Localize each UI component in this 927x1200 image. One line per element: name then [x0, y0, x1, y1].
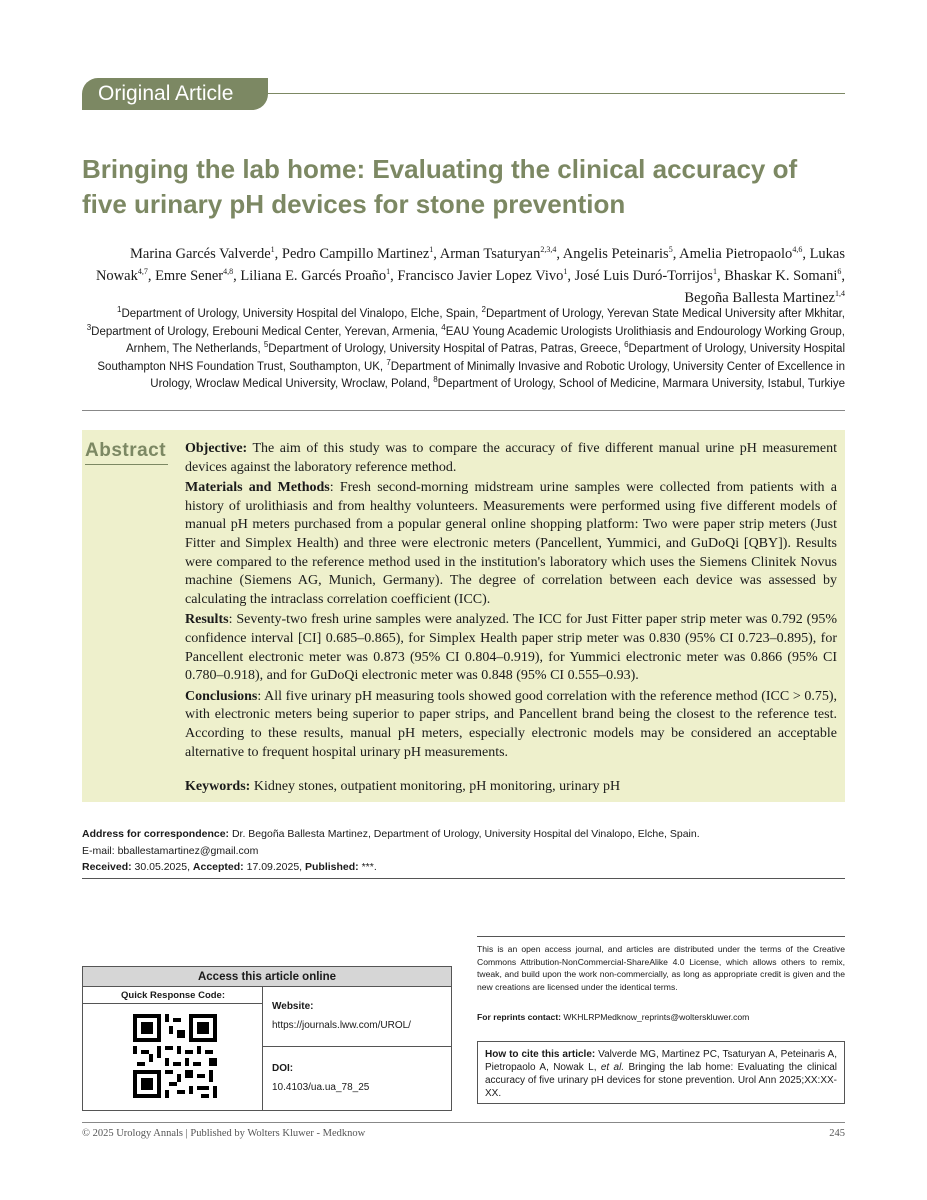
footer-rule	[82, 1122, 845, 1123]
author-affiliation-marker: 1	[270, 245, 275, 255]
author-name: Liliana E. Garcés Proaño	[240, 268, 387, 284]
author-affiliation-marker: 2,3,4	[540, 245, 557, 255]
affiliation-text: Department of Urology, University Hospital Southampton NHS Foundation Trust, Southampton, UK,	[97, 343, 845, 373]
website-label: Website:	[272, 1001, 314, 1012]
author-name: José Luis Duró-Torrijos	[574, 268, 713, 284]
abstract-objective: Objective: The aim of this study was to compare the accuracy of five different manual urine pH measurement devices against the laboratory reference method.	[185, 441, 837, 475]
divider	[82, 410, 845, 411]
header-rule	[268, 93, 845, 94]
author-affiliation-marker: 4,7	[137, 267, 148, 277]
affiliation-marker: 2	[481, 305, 486, 315]
correspondence-address: Address for correspondence: Dr. Begoña Ballesta Martinez, Department of Urology, University Hospital del Vinalopo, Elche, Spain.	[82, 828, 700, 840]
correspondence-block	[82, 826, 845, 876]
abstract-body	[185, 440, 837, 799]
doi-cell	[263, 1047, 451, 1110]
affiliation-marker: 8	[433, 375, 438, 385]
author-affiliation-marker: 6	[837, 267, 842, 277]
abstract-keywords: Keywords: Kidney stones, outpatient monitoring, pH monitoring, urinary pH	[185, 779, 621, 795]
affiliation-text: EAU Young Academic Urologists Urolithiasis and Endourology Working Group, Arnhem, The Netherlands,	[125, 325, 845, 355]
access-online-heading: Access this article online	[83, 967, 451, 987]
author-name: Bhaskar K. Somani	[724, 268, 838, 284]
article-type-badge: Original Article	[82, 78, 268, 110]
how-to-cite-box: How to cite this article: Valverde MG, Martinez PC, Tsaturyan A, Peteinaris A, Pietropaolo A, Nowak L, et al. Bringing the lab home: Evaluating the clinical accuracy of five urinary pH devices for stone prevention. Urol Ann 2025;XX:XX-XX.	[477, 1041, 845, 1104]
abstract-methods: Materials and Methods: Fresh second-morning midstream urine samples were collected from patients with a history of urolithiasis and from healthy volunteers. Measurements were performed using five different models of manual pH meters purchased from a popular general online shopping platform: Two were paper strip meters (Just Fitter and Simplex Health) and three were electronic meters (Pancellent, Yummici, and GuDoQi [QBY]). Results were compared to the reference method used in the institution's laboratory which uses the Siemens Clinitek Novus machine (Siemens AG, Munich, Germany). The degree of correlation between each device was assessed by calculating the intraclass correlation coefficient (ICC).	[185, 480, 837, 607]
footer-copyright: © 2025 Urology Annals | Published by Wolters Kluwer - Medknow	[82, 1128, 366, 1139]
qr-label: Quick Response Code:	[83, 987, 263, 1004]
abstract-label: Abstract	[85, 440, 167, 461]
author-name: Pedro Campillo Martinez	[281, 246, 430, 262]
author-affiliation-marker: 4,8	[223, 267, 234, 277]
affiliation-text: Department of Urology, School of Medicine, Marmara University, Istabul, Turkiye	[437, 378, 845, 390]
author-affiliation-marker: 1	[563, 267, 568, 277]
website-link[interactable]: https://journals.lww.com/UROL/	[272, 1020, 411, 1031]
affiliation-marker: 4	[441, 322, 446, 332]
author-name: Amelia Pietropaolo	[679, 246, 793, 262]
affiliation-text: Department of Minimally Invasive and Robotic Urology, University Center of Excellence in Urology, Wroclaw Medical University, Wroclaw, Poland,	[150, 360, 845, 390]
affiliations	[82, 306, 845, 394]
page-number: 245	[829, 1128, 845, 1139]
abstract-results: Results: Seventy-two fresh urine samples were analyzed. The ICC for Just Fitter paper strip meter was 0.792 (95% confidence interval [CI] 0.685–0.865), for Simplex Health paper strip meter was 0.830 (95% CI 0.723–0.895), for Pancellent electronic meter was 0.873 (95% CI 0.804–0.919), for Yummici electronic meter was 0.866 (95% CI 0.780–0.918), and for GuDoQi electronic meter was 0.848 (95% CI 0.555–0.93).	[185, 612, 837, 684]
affiliation-marker: 7	[386, 357, 391, 367]
affiliation-marker: 5	[263, 340, 269, 350]
affiliation-text: Department of Urology, Yerevan State Medical University after Mkhitar,	[485, 308, 845, 320]
author-name: Marina Garcés Valverde	[130, 246, 271, 262]
doi-value[interactable]: 10.4103/ua.ua_78_25	[272, 1082, 370, 1093]
correspondence-email[interactable]: E-mail: bballestamartinez@gmail.com	[82, 844, 259, 857]
article-dates: Received: 30.05.2025, Accepted: 17.09.2025, Published: ***.	[82, 861, 377, 873]
author-name: Begoña Ballesta Martinez	[684, 290, 835, 306]
author-affiliation-marker: 1,4	[835, 289, 845, 299]
reprints-contact: For reprints contact: WKHLRPMedknow_reprints@wolterskluwer.com	[477, 1012, 750, 1022]
author-affiliation-marker: 4,6	[792, 245, 803, 255]
author-name: Emre Sener	[155, 268, 224, 284]
access-info-column	[263, 987, 451, 1110]
author-affiliation-marker: 1	[429, 245, 434, 255]
affiliation-text: Department of Urology, Erebouni Medical Center, Yerevan, Armenia,	[91, 325, 442, 338]
article-title: Bringing the lab home: Evaluating the clinical accuracy of five urinary pH devices for stone prevention	[82, 154, 798, 219]
author-name: Arman Tsaturyan	[439, 246, 541, 262]
abstract-section	[82, 430, 845, 802]
affiliation-marker: 1	[116, 305, 122, 315]
license-text: This is an open access journal, and articles are distributed under the terms of the Creative Commons Attribution-NonCommercial-ShareAlike 4.0 License, which allows others to remix, tweak, and build upon the work non-commercially, as long as appropriate credit is given and the new creations are licensed under the identical terms.	[477, 944, 845, 992]
abstract-label-rule	[85, 464, 168, 465]
doi-label: DOI:	[272, 1063, 294, 1074]
author-affiliation-marker: 1	[712, 267, 717, 277]
divider	[82, 878, 845, 879]
article-type-header	[82, 78, 845, 110]
author-list: Marina Garcés Valverde$^1$, Pedro Campillo Martinez$^1$, Arman Tsaturyan$^{2,3,4}$, Angelis Peteinaris$^5$, Amelia Pietropaolo$^{4,6}$, Lukas Nowak$^{4,7}$, Emre Sener$^{4,8}$, Liliana E. Garcés Proaño$^1$, Francisco Javier Lopez Vivo$^1$, José Luis Duró-Torrijos$^1$, Bhaskar K. Somani$^6$, Begoña Ballesta Martinez$^{1,4}$	[95, 245, 845, 306]
qr-column	[83, 987, 263, 1110]
author-name: Lukas Nowak	[95, 246, 845, 284]
qr-code-icon[interactable]	[133, 1014, 217, 1098]
affiliation-marker: 6	[624, 340, 629, 350]
affiliation-marker: 3	[86, 322, 92, 332]
abstract-conclusions: Conclusions: All five urinary pH measuring tools showed good correlation with the reference method (ICC > 0.75), with electronic meters being superior to paper strips, and Pancellent brand being the closest to the reference test. According to these results, manual pH meters, especially electronic models may be considered an acceptable alternative to frequent hospital urinary pH measurements.	[185, 688, 837, 760]
author-affiliation-marker: 1	[386, 267, 391, 277]
affiliation-text: Department of Urology, University Hospital of Patras, Patras, Greece,	[268, 343, 625, 355]
author-affiliation-marker: 5	[668, 245, 673, 255]
author-name: Francisco Javier Lopez Vivo	[397, 268, 564, 284]
affiliation-text: Department of Urology, University Hospital del Vinalopo, Elche, Spain,	[121, 308, 482, 320]
author-name: Angelis Peteinaris	[562, 246, 669, 262]
website-cell	[263, 987, 451, 1047]
divider	[477, 936, 845, 937]
access-online-box	[82, 966, 452, 1111]
